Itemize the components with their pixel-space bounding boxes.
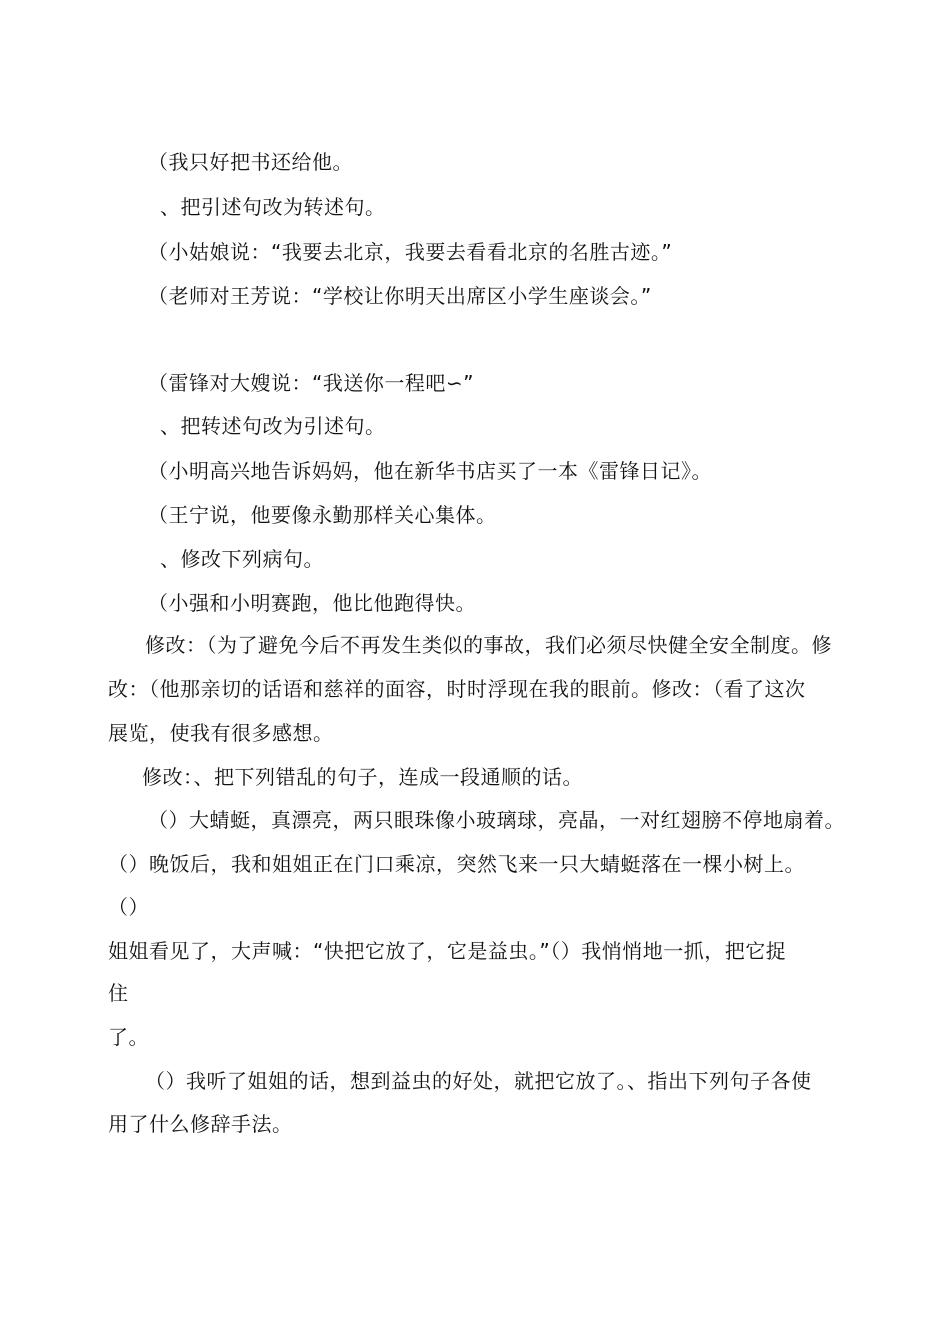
- text-line-11: 修改：（为了避免今后不再发生类似的事故，我们必须尽快健全安全制度。修: [145, 633, 832, 657]
- text-line-7: （小明高兴地告诉妈妈，他在新华书店买了一本《雷锋日记》。: [148, 459, 712, 483]
- text-line-6: 、把转述句改为引述句。: [160, 414, 386, 438]
- text-line-17: （）: [108, 895, 149, 919]
- text-line-22: 用了什么修辞手法。: [108, 1112, 293, 1136]
- text-line-19: 住: [108, 981, 129, 1005]
- text-line-14: 修改：、把下列错乱的句子，连成一段通顺的话。: [142, 765, 583, 789]
- text-line-18: 姐姐看见了，大声喊：“快把它放了，它是益虫。”（）我悄悄地一抓，把它捉: [108, 939, 787, 963]
- text-line-3: （小姑娘说：“我要去北京，我要去看看北京的名胜古迹。”: [148, 240, 673, 264]
- text-line-8: （王宁说，他要像永勤那样关心集体。: [148, 503, 497, 527]
- text-line-5: （雷锋对大嫂说：“我送你一程吧∽”: [148, 371, 474, 395]
- text-line-10: （小强和小明赛跑，他比他跑得快。: [148, 591, 476, 615]
- text-line-4: （老师对王芳说：“学校让你明天出席区小学生座谈会。”: [148, 284, 652, 308]
- text-line-20: 了。: [108, 1025, 149, 1049]
- text-line-9: 、修改下列病句。: [160, 547, 324, 571]
- text-line-16: （）晚饭后，我和姐姐正在门口乘凉，突然飞来一只大蜻蜓落在一棵小树上。: [108, 852, 805, 876]
- text-line-15: （）大蜻蜓，真漂亮，两只眼珠像小玻璃球，亮晶，一对红翅膀不停地扇着。: [148, 808, 845, 832]
- text-line-21: （）我听了姐姐的话，想到益虫的好处，就把它放了。、指出下列句子各使: [145, 1069, 812, 1093]
- text-line-2: 、把引述句改为转述句。: [160, 195, 386, 219]
- text-line-1: （我只好把书还给他。: [148, 150, 353, 174]
- text-line-13: 展览，使我有很多感想。: [108, 721, 334, 745]
- text-line-12: 改：（他那亲切的话语和慈祥的面容，时时浮现在我的眼前。修改：（看了这次: [108, 677, 806, 701]
